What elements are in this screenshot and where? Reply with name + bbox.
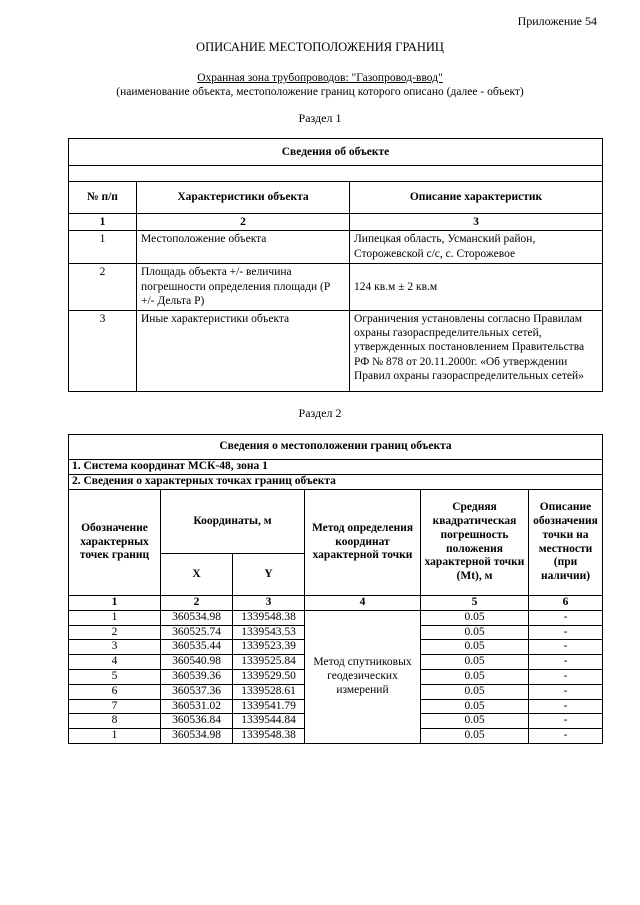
point-mt: 0.05 xyxy=(421,684,529,699)
method-cell: Метод спутниковых геодезических измерений xyxy=(305,610,421,743)
table2-colnum: 1 xyxy=(69,596,161,611)
section1-title: Раздел 1 xyxy=(298,111,342,125)
table1-colnum: 3 xyxy=(350,214,603,231)
table1-row-char: Площадь объекта +/- величина погрешности определения площади (Р +/- Дельта Р) xyxy=(137,264,350,310)
table1-spacer xyxy=(69,166,603,182)
point-id: 7 xyxy=(69,699,161,714)
point-desc: - xyxy=(529,610,603,625)
point-desc: - xyxy=(529,714,603,729)
point-y: 1339548.38 xyxy=(233,729,305,744)
point-id: 4 xyxy=(69,655,161,670)
table2-col-point: Обозначение характерных точек границ xyxy=(69,490,161,596)
point-id: 1 xyxy=(69,729,161,744)
point-x: 360525.74 xyxy=(161,625,233,640)
point-desc: - xyxy=(529,655,603,670)
table1-row-char: Иные характеристики объекта xyxy=(137,310,350,391)
table1-row-no: 3 xyxy=(69,310,137,391)
point-desc: - xyxy=(529,669,603,684)
point-y: 1339548.38 xyxy=(233,610,305,625)
document-title: ОПИСАНИЕ МЕСТОПОЛОЖЕНИЯ ГРАНИЦ xyxy=(196,40,444,54)
point-x: 360537.36 xyxy=(161,684,233,699)
point-mt: 0.05 xyxy=(421,669,529,684)
table1-row-desc: Липецкая область, Усманский район, Сторожевской с/с, с. Сторожевое xyxy=(350,231,603,264)
point-x: 360534.98 xyxy=(161,729,233,744)
point-desc: - xyxy=(529,699,603,714)
point-y: 1339544.84 xyxy=(233,714,305,729)
table1-row-char: Местоположение объекта xyxy=(137,231,350,264)
point-id: 5 xyxy=(69,669,161,684)
table1-row-desc: Ограничения установлены согласно Правилам охраны газораспределительных сетей, утвержденных постановлением Правительства РФ № 878 от 20.11.2000г. «Об утверждении Правил охраны газораспределительных сетей» xyxy=(350,310,603,391)
point-id: 2 xyxy=(69,625,161,640)
point-desc: - xyxy=(529,729,603,744)
table1-row-no: 2 xyxy=(69,264,137,310)
point-desc: - xyxy=(529,625,603,640)
point-mt: 0.05 xyxy=(421,699,529,714)
point-x: 360539.36 xyxy=(161,669,233,684)
point-x: 360540.98 xyxy=(161,655,233,670)
table1-colnum: 1 xyxy=(69,214,137,231)
point-y: 1339543.53 xyxy=(233,625,305,640)
table2-colnum: 3 xyxy=(233,596,305,611)
table1-title: Сведения об объекте xyxy=(69,139,603,166)
point-desc: - xyxy=(529,684,603,699)
point-mt: 0.05 xyxy=(421,655,529,670)
point-y: 1339529.50 xyxy=(233,669,305,684)
table2-col-x: X xyxy=(161,554,233,596)
boundary-points-table xyxy=(68,434,603,744)
point-mt: 0.05 xyxy=(421,729,529,744)
table2-col-error: Средняя квадратическая погрешность положения характерной точки (Mt), м xyxy=(421,490,529,596)
table1-row-no: 1 xyxy=(69,231,137,264)
point-y: 1339525.84 xyxy=(233,655,305,670)
table1-col-desc: Описание характеристик xyxy=(350,182,603,214)
point-id: 1 xyxy=(69,610,161,625)
table2-col-desc: Описание обозначения точки на местности (при наличии) xyxy=(529,490,603,596)
appendix-label: Приложение 54 xyxy=(517,14,597,28)
table2-colnum: 4 xyxy=(305,596,421,611)
point-y: 1339541.79 xyxy=(233,699,305,714)
point-x: 360536.84 xyxy=(161,714,233,729)
point-mt: 0.05 xyxy=(421,640,529,655)
point-y: 1339528.61 xyxy=(233,684,305,699)
point-y: 1339523.39 xyxy=(233,640,305,655)
table2-col-y: Y xyxy=(233,554,305,596)
table2-title: Сведения о местоположении границ объекта xyxy=(69,435,603,460)
point-x: 360531.02 xyxy=(161,699,233,714)
point-mt: 0.05 xyxy=(421,610,529,625)
table2-colnum: 5 xyxy=(421,596,529,611)
point-x: 360535.44 xyxy=(161,640,233,655)
section2-title: Раздел 2 xyxy=(298,406,342,420)
table1-col-no: № п/п xyxy=(69,182,137,214)
point-mt: 0.05 xyxy=(421,625,529,640)
point-x: 360534.98 xyxy=(161,610,233,625)
table1-col-char: Характеристики объекта xyxy=(137,182,350,214)
point-mt: 0.05 xyxy=(421,714,529,729)
points-heading: 2. Сведения о характерных точках границ объекта xyxy=(69,475,603,490)
point-id: 8 xyxy=(69,714,161,729)
point-desc: - xyxy=(529,640,603,655)
object-name: Охранная зона трубопроводов: "Газопровод-ввод" xyxy=(197,72,443,84)
table2-col-method: Метод определения координат характерной точки xyxy=(305,490,421,596)
point-id: 6 xyxy=(69,684,161,699)
table1-colnum: 2 xyxy=(137,214,350,231)
object-subtitle: (наименование объекта, местоположение границ которого описано (далее - объект) xyxy=(116,86,524,98)
object-info-table xyxy=(68,138,603,392)
table2-colnum: 6 xyxy=(529,596,603,611)
point-id: 3 xyxy=(69,640,161,655)
table2-colnum: 2 xyxy=(161,596,233,611)
table1-row-desc: 124 кв.м ± 2 кв.м xyxy=(350,264,603,310)
coord-system: 1. Система координат МСК-48, зона 1 xyxy=(69,460,603,475)
table2-col-coords: Координаты, м xyxy=(161,490,305,554)
